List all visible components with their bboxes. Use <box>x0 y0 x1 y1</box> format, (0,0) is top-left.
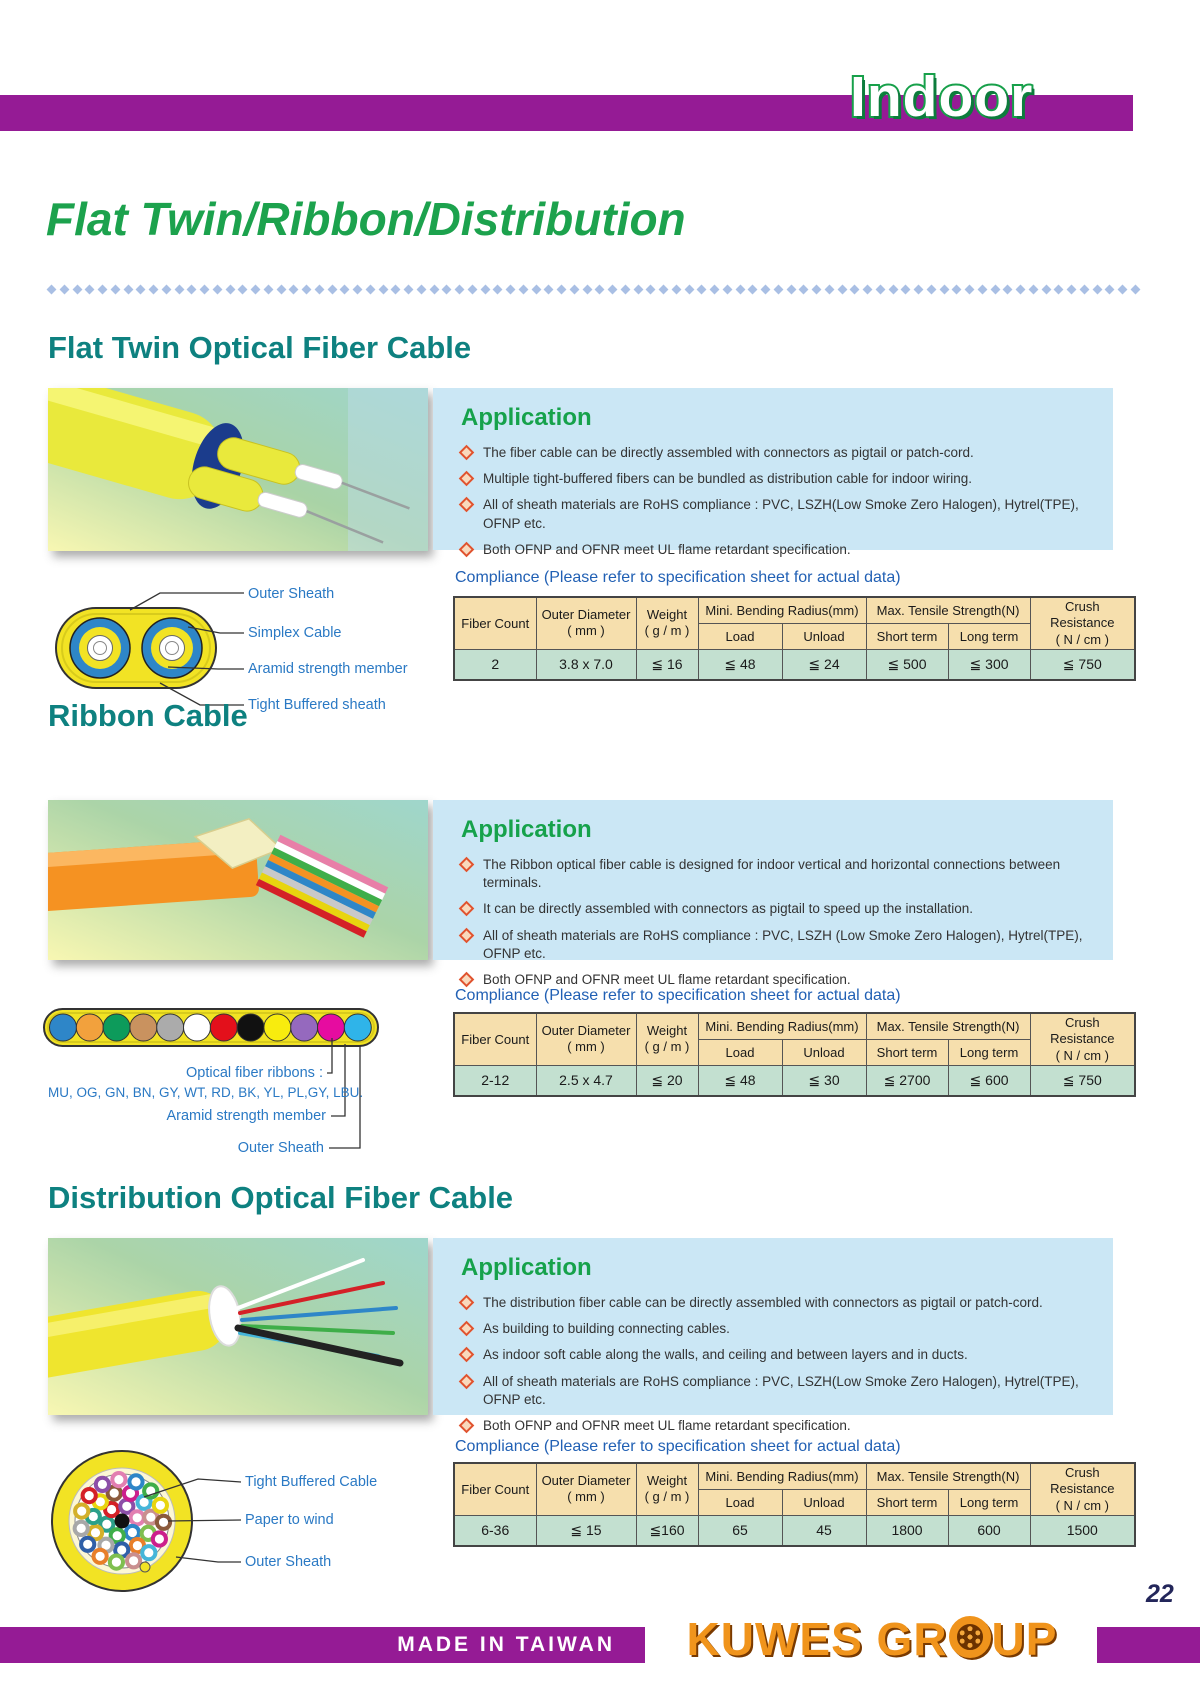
cross-section-distribution <box>48 1445 378 1600</box>
diamond-bullet-icon <box>459 497 475 513</box>
col-header-weight: Weight ( g / m ) <box>636 1013 698 1065</box>
page-number: 22 <box>1146 1580 1174 1608</box>
application-box-distribution <box>433 1238 1113 1434</box>
diagram-label: MU, OG, GN, BN, GY, WT, RD, BK, YL, PL,GY, LBU. <box>48 1085 364 1100</box>
col-header-tensile: Max. Tensile Strength(N) <box>866 1463 1030 1489</box>
kuwes-group-logo: KUWES GR UP <box>686 1613 1058 1665</box>
diamond-bullet-icon <box>459 1295 475 1311</box>
application-bullet: All of sheath materials are RoHS compliance : PVC, LSZH(Low Smoke Zero Halogen), Hytrel(TPE), OFNP etc. <box>461 1373 1103 1409</box>
application-title: Application <box>461 404 592 431</box>
application-title: Application <box>461 816 592 843</box>
compliance-note: Compliance (Please refer to specification sheet for actual data) <box>455 1438 901 1455</box>
diagram-label: Tight Buffered sheath <box>248 697 386 713</box>
diamond-bullet-icon <box>459 445 475 461</box>
diagram-label: Outer Sheath <box>237 1140 324 1156</box>
col-header-short-term: Short term <box>866 623 948 649</box>
diagram-label: Outer Sheath <box>248 586 335 602</box>
section-heading-flat-twin: Flat Twin Optical Fiber Cable <box>48 330 472 365</box>
col-header-weight: Weight ( g / m ) <box>636 1463 698 1515</box>
diagram-label: Outer Sheath <box>245 1554 332 1570</box>
application-box-flat-twin <box>433 388 1113 557</box>
col-header-load: Load <box>698 1489 782 1515</box>
footer-purple-bar <box>1097 1627 1200 1663</box>
col-header-fiber-count: Fiber Count <box>454 597 536 649</box>
col-header-short-term: Short term <box>866 1039 948 1065</box>
col-header-tensile: Max. Tensile Strength(N) <box>866 597 1030 623</box>
diamond-bullet-icon <box>459 542 475 558</box>
diagram-label: Optical fiber ribbons : <box>185 1065 323 1081</box>
col-header-outer-diameter: Outer Diameter ( mm ) <box>536 597 636 649</box>
application-bullet: All of sheath materials are RoHS compliance : PVC, LSZH(Low Smoke Zero Halogen), Hytrel(TPE), OFNP etc. <box>461 496 1103 532</box>
diagram-label: Paper to wind <box>245 1512 334 1528</box>
page-title: Flat Twin/Ribbon/Distribution <box>46 193 686 245</box>
application-bullet: Multiple tight-buffered fibers can be bundled as distribution cable for indoor wiring. <box>461 470 1103 488</box>
col-header-crush: Crush Resistance ( N / cm ) <box>1030 597 1135 649</box>
product-photo-distribution <box>48 1238 428 1415</box>
section-heading-distribution: Distribution Optical Fiber Cable <box>48 1180 514 1215</box>
diagram-label: Aramid strength member <box>166 1108 326 1124</box>
section-heading-ribbon: Ribbon Cable <box>48 698 248 733</box>
col-header-load: Load <box>698 1039 782 1065</box>
col-header-bending: Mini. Bending Radius(mm) <box>698 1463 866 1489</box>
col-header-tensile: Max. Tensile Strength(N) <box>866 1013 1030 1039</box>
col-header-unload: Unload <box>782 1039 866 1065</box>
diamond-bullet-icon <box>459 1321 475 1337</box>
application-bullet: The fiber cable can be directly assembled with connectors as pigtail or patch-cord. <box>461 444 1103 462</box>
diamond-bullet-icon <box>459 1418 475 1434</box>
col-header-unload: Unload <box>782 1489 866 1515</box>
col-header-long-term: Long term <box>948 1489 1030 1515</box>
compliance-note: Compliance (Please refer to specification sheet for actual data) <box>455 987 901 1004</box>
made-in-taiwan-bar: MADE IN TAIWAN <box>0 1627 645 1663</box>
application-bullet: All of sheath materials are RoHS compliance : PVC, LSZH (Low Smoke Zero Halogen), Hytrel(TPE), OFNP etc. <box>461 927 1103 963</box>
application-bullet: The Ribbon optical fiber cable is designed for indoor vertical and horizontal connections between terminals. <box>461 856 1103 892</box>
application-bullet: It can be directly assembled with connectors as pigtail to speed up the installation. <box>461 900 1103 918</box>
diamond-bullet-icon <box>459 927 475 943</box>
col-header-crush: Crush Resistance ( N / cm ) <box>1030 1013 1135 1065</box>
col-header-outer-diameter: Outer Diameter ( mm ) <box>536 1013 636 1065</box>
col-header-bending: Mini. Bending Radius(mm) <box>698 597 866 623</box>
application-bullet: Both OFNP and OFNR meet UL flame retardant specification. <box>461 1417 1103 1435</box>
spec-table-flat-twin <box>453 596 1136 681</box>
col-header-unload: Unload <box>782 623 866 649</box>
indoor-label: Indoor <box>850 65 1034 129</box>
application-title: Application <box>461 1254 592 1281</box>
table-row: 2 3.8 x 7.0 ≦ 16 ≦ 48 ≦ 24 ≦ 500 ≦ 300 ≦ 750 <box>454 649 1135 680</box>
col-header-long-term: Long term <box>948 1039 1030 1065</box>
product-photo-flat-twin <box>48 388 428 551</box>
table-row: 6-36 ≦ 15 ≦160 65 45 1800 600 1500 <box>454 1515 1135 1546</box>
col-header-fiber-count: Fiber Count <box>454 1013 536 1065</box>
col-header-load: Load <box>698 623 782 649</box>
diamond-bullet-icon <box>459 972 475 988</box>
col-header-crush: Crush Resistance ( N / cm ) <box>1030 1463 1135 1515</box>
col-header-fiber-count: Fiber Count <box>454 1463 536 1515</box>
logo-button-o-icon <box>949 1616 991 1658</box>
application-bullet: As indoor soft cable along the walls, and ceiling and between layers and in ducts. <box>461 1346 1103 1364</box>
col-header-outer-diameter: Outer Diameter ( mm ) <box>536 1463 636 1515</box>
diamond-separator <box>48 286 1140 293</box>
diagram-label: Tight Buffered Cable <box>245 1474 378 1490</box>
application-bullet: The distribution fiber cable can be directly assembled with connectors as pigtail or patch-cord. <box>461 1294 1103 1312</box>
col-header-long-term: Long term <box>948 623 1030 649</box>
col-header-bending: Mini. Bending Radius(mm) <box>698 1013 866 1039</box>
col-header-weight: Weight ( g / m ) <box>636 597 698 649</box>
application-bullet: As building to building connecting cables. <box>461 1320 1103 1338</box>
table-row: 2-12 2.5 x 4.7 ≦ 20 ≦ 48 ≦ 30 ≦ 2700 ≦ 600 ≦ 750 <box>454 1065 1135 1096</box>
diamond-bullet-icon <box>459 1347 475 1363</box>
compliance-note: Compliance (Please refer to specification sheet for actual data) <box>455 569 901 586</box>
diamond-bullet-icon <box>459 1373 475 1389</box>
spec-table-ribbon <box>453 1012 1136 1097</box>
application-bullet: Both OFNP and OFNR meet UL flame retardant specification. <box>461 971 1103 989</box>
application-bullet: Both OFNP and OFNR meet UL flame retardant specification. <box>461 541 1103 559</box>
diamond-bullet-icon <box>459 901 475 917</box>
diamond-bullet-icon <box>459 857 475 873</box>
diagram-label: Aramid strength member <box>248 661 408 677</box>
application-box-ribbon <box>433 800 1113 988</box>
product-photo-ribbon <box>48 800 428 960</box>
spec-table-distribution <box>453 1462 1136 1547</box>
cross-section-ribbon <box>43 1008 383 1163</box>
diamond-bullet-icon <box>459 471 475 487</box>
diagram-label: Simplex Cable <box>248 625 342 641</box>
col-header-short-term: Short term <box>866 1489 948 1515</box>
